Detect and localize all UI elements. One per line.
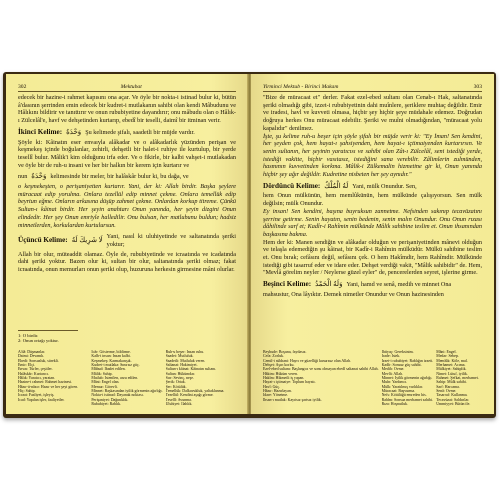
- glossary-entry: Hayat-ı içtimaiye: Toplum hayatı.: [263, 380, 316, 385]
- glossary-entry: Envaı: Türler, çeşitler.: [18, 367, 53, 372]
- glossary-column: [436, 350, 482, 406]
- glossary-entry: Saltanat: Hakimiyet.: [165, 363, 198, 368]
- glossary-entry: Memlûk: Köle, mal.: [436, 358, 468, 363]
- glossary-entry: Kudret-i mutlaka: Sınırsız güç.: [91, 363, 140, 368]
- glossary-entry: Merhamet: Acıma.: [436, 363, 466, 368]
- glossary-entry: Medar: Sebep.: [436, 354, 459, 359]
- glossary-entry: Mevlâ: Allah.: [381, 371, 404, 376]
- glossary-entry: Saadetli: Mutluluk veren.: [165, 358, 206, 363]
- footnote: 1: O birdir.: [18, 333, 39, 338]
- glossary-entry: Rıza: Hoşnutluk.: [381, 402, 408, 407]
- kelime-label: İkinci Kelime:: [18, 127, 63, 136]
- glossary-entry: Rahmet: Şefkat, merhamet.: [436, 376, 479, 381]
- glossary-column: [166, 350, 236, 406]
- glossary-entry: Hâzır-ü-nâzır: Hazır ve her şeyi gören.: [18, 384, 79, 389]
- glossary-entry: Senâ: Övme.: [436, 389, 457, 394]
- glossary-entry: Mâbud: İbadet edilen.: [91, 367, 126, 372]
- glossary-entry: Minnet: Başkasından iyilik görmenin ağırlığı.: [91, 389, 163, 394]
- glossary-entry: Nimet: Lütuf, iyilik.: [436, 371, 468, 376]
- kelime-heading: [18, 129, 236, 137]
- right-page-body: [263, 94, 482, 299]
- glossary-entry: İhsan-ı mutlak: Kayıtsız şartsız iyilik.: [263, 397, 322, 402]
- glossary-entry: Havl: Güç.: [263, 384, 281, 389]
- paragraph: İşte, şu kelime ruh-u beşer için şöyle şifalı bir müjde verir ki: "Ey İman! Sen kendini, her şeyden çok, hem hayat-ı şahsiyenden, hem hayat-ı içtimaiyenden kurtarırsın. Ve senin sultanın, her şeyinin yaratıcısı ve sahibi olan Zât-ı Zülcelâl, seni istediği yerde, istediği vakitte, hiçbir vasıtasız, istediğini sana verebilir. Zâlimlerin zulmünden, hasmının kuvvetinden korkma. Mâlik-i Zülkemalin hizmetine gir ki, Onun yanında hiçbir şey ağır değildir. Kudretine nisbeten her şey aynıdır.": [263, 132, 482, 179]
- paragraph: mahsustur, Ona lâyıktır. Demek nimetler Onundur ve Onun hazinesinden: [263, 290, 444, 298]
- glossary: [18, 350, 236, 406]
- glossary-column: [382, 350, 434, 406]
- kelime-label: Üçüncü Kelime:: [18, 236, 68, 245]
- glossary-entry: İcâr: Gösterme, bildirme.: [91, 350, 131, 354]
- glossary-entry: Tasarruf: Kullanma.: [436, 393, 468, 398]
- glossary-entry: Ruh-u beşer: İnsan ruhu.: [165, 350, 205, 354]
- line-tail: kelimesinde bir meler, bir halâskâr bulur ki, bu dağa, ve: [50, 173, 189, 181]
- paragraph: Şöyle ki: Kâinatın eser envaıyla alâkadar ve o alâkadarlık yüzünden perişan ve keşmekeş içinde boğulanlar, zehirli, dehşetli bir halet-i ruhiye ile kurtulup, bir yerde tesellî bulur. Mâlik'i kim olduğunu irfa eder. Ve o fikirle, bir kalbi vahşet-i mutlakadan ve öyle bir de ruh-u insani ve her bir halkın bir kerem için kurtarır ve: [18, 138, 236, 169]
- glossary-entry: Cemil-i sübhani: Hayrı ve güzelliği kusursuz olan Allah.: [263, 358, 351, 363]
- glossary-entry: Daimi: Devamlı.: [18, 354, 45, 359]
- glossary-entry: Tesellî: Avunma.: [165, 397, 192, 402]
- glossary-entry: Minnet: İyilik görmenin ağırlığı.: [381, 376, 433, 381]
- glossary-entry: Sırr: Sevinç, neşe.: [165, 376, 194, 381]
- glossary-entry: Mâlik: Sahip.: [91, 371, 113, 376]
- glossary-entry: Nefs: Kötülüğü emreden his.: [381, 393, 427, 398]
- glossary-entry: Sarf: Harcama.: [436, 384, 460, 389]
- glossary-entry: Kadîr: Sonsuz güç sahibi.: [381, 363, 422, 368]
- glossary-entry: İrade: İstek.: [381, 354, 401, 359]
- page-number: 303: [473, 84, 482, 90]
- glossary-entry: İcad: Yapılan işler, faaliyetler.: [18, 397, 65, 402]
- left-page-header: [18, 80, 236, 92]
- glossary-column: [18, 350, 88, 406]
- glossary-entry: Mülk: Yaratılmış varlıklar.: [381, 384, 423, 389]
- glossary-entry: Uluhiyet: İlahlık.: [165, 402, 193, 407]
- glossary-entry: İhtiyaç: Gereksinim.: [381, 350, 414, 354]
- glossary-entry: Mâni: Engel olan.: [91, 380, 120, 385]
- glossary-entry: Mâni: Engel.: [436, 350, 457, 354]
- paragraph: "Bize de müracaat et" derler. Fakat ezel-ebed sultanı olan Cenab-ı Hak, saltanatında şeriki olmadığı gibi, izzet-i rububiyetinin dahi muînlere, şeriklere muhtaç değildir. Emir ve iradesi, havl ve kuvveti olmasa, hiçbir şey hiçbir şeye müdahale edemez. Doğrudan doğruya herkes Onu müracaat edebilir. Şeriki ve muîni olmadığından, "müracaat yolu kapalıdır" denilmez.: [263, 94, 482, 132]
- glossary-entry: Tezellül: Kendini aşağı görme.: [165, 393, 214, 398]
- glossary-entry: Sultan: Hükümdar.: [165, 371, 196, 376]
- glossary-entry: İzzet-i rububiyet: Rablığın izzeti.: [381, 358, 434, 363]
- kelime-label: Dördüncü Kelime:: [263, 181, 321, 190]
- arabic-phrase: لَهُ الْمُلْكُ: [324, 181, 349, 190]
- arabic-phrase: لَا شَرِيكَ لَهُ: [71, 236, 103, 245]
- left-page: [6, 74, 248, 414]
- glossary-entry: Perişaniyet: Dağınıklık.: [91, 397, 129, 402]
- glossary-entry: Beyhude: Boşuna, faydasız.: [263, 350, 307, 354]
- glossary-entry: Muîn: Yardımcı.: [381, 380, 408, 385]
- footnotes: [18, 330, 236, 344]
- glossary-entry: Hiç: Sahip.: [18, 389, 36, 394]
- kelime-label: Beşinci Kelime:: [263, 280, 312, 289]
- right-page: [251, 74, 494, 414]
- glossary-entry: İdare: Yönetme.: [263, 393, 289, 398]
- glossary-entry: Şerik: Ortak.: [165, 380, 186, 385]
- glossary-entry: Sahip: Mülk sahibi.: [436, 380, 467, 385]
- glossary-entry: Halâskâr: Kurtarıcı.: [18, 371, 49, 376]
- footnote: 2: Onun ortağı yoktur.: [18, 338, 59, 344]
- glossary-entry: Saadet: Mutluluk.: [165, 354, 194, 359]
- line-lead: nun: [18, 173, 28, 181]
- glossary-entry: Ebedi: Sonsuzluk, sürekli.: [18, 358, 59, 363]
- page-number: 302: [18, 84, 27, 90]
- glossary-entry: Ümmiyyet: Bütün ile.: [436, 402, 471, 407]
- right-page-header: [263, 80, 482, 92]
- glossary-entry: Hâlık: Yaratıcı, yaratan.: [18, 376, 56, 381]
- kelime-text: Şu kelimede şifalı, saadetli bir müjde vardır.: [85, 128, 195, 136]
- glossary-entry: Cefa: Zorluk.: [263, 354, 284, 359]
- arabic-phrase: وَلَهُ الْحَمْدُ: [315, 280, 343, 289]
- glossary-entry: Medih: Övme.: [381, 367, 405, 372]
- paragraph: Ey insan! Sen kendini, başına buyruksun zannetme. Nefsinden sakınıp tecavüzatını şerrine getirme. Senin hayatın, senin bedenin, senin malın Onundur. Onu Onun rızası dâhilinde sarf et; Kadîr-i Rahîmin mülkünde Mâlik sahibine teslim et. Onun ihsanından başkasına bakma.: [263, 207, 482, 238]
- glossary-entry: Hazine-i rahmet: Rahmet hazinesi.: [18, 380, 73, 385]
- paragraph: Allah bir olur, müteaddit olamaz. Öyle de, rububiyetinde ve icraatında ve icadatında dahi şeriki yoktur. Bazen olur ki, sultan bir olur, saltanatında şeriki olmaz; fakat icraatında, onun memurları onun şeriki olup, huzuruna herkesin girmesine mâni olurlar.: [18, 250, 236, 274]
- glossary: [263, 350, 482, 406]
- glossary-entry: Kalb-i insan: İnsan kalbi.: [91, 354, 131, 359]
- glossary-entry: Sultan-ı kâinat: Kâinatın sultanı.: [165, 367, 217, 372]
- glossary-entry: Şer: Kötülük.: [165, 384, 187, 389]
- open-book: [3, 72, 496, 418]
- glossary-entry: Rububiyet: Rablık.: [91, 402, 122, 407]
- kelime-text: Yani, nasıl ki uluhiyetinde ve saltanatında şeriki yoktur;: [106, 233, 236, 248]
- running-title: Yirminci Mektub - Birinci Makam: [263, 84, 339, 90]
- glossary-entry: Hakîm: Hikmetli iş yapan.: [263, 376, 305, 381]
- glossary-entry: Nokta-i istinad: Dayanak noktası.: [91, 393, 144, 398]
- paragraph: hem Onun mülkünün, hem memlûkünün, hem mülkünde çalışıyorsun. Sen mülk değilsin; mülk Onundur.: [263, 192, 482, 208]
- paragraph: edecek bir hazine-i rahmet kapısını ona açar. Ve öyle bir nokta-i istinad bulur ki, bütün â'dasının şerrinden emin edecek bir kudret-i mutlakanın sahibi olan kendi Mâbudunu ve Hâlıkını bildirir ve tanıttırır ve onun rububiyetine dayandırır; onu mâbudu olan o Hâlık-ı Zülcelâl'e, havf ve dehşetinden kurtarıp, ebedî bir teselli, daimî bir itminan verir.: [18, 94, 236, 125]
- glossary-entry: A'dâ: Düşmanlar.: [18, 350, 46, 354]
- glossary-entry: Rahîm: Sonsuz merhamet sahibi.: [381, 397, 434, 402]
- glossary-entry: Hâkim: Hüküm veren.: [263, 371, 298, 376]
- left-page-body: [18, 94, 236, 274]
- footnote-rule: [18, 330, 78, 331]
- glossary-column: [91, 350, 162, 406]
- glossary-column: [263, 350, 379, 406]
- glossary-entry: Ezel-ebed sultanı: Başlangıcı ve sonu olmayan ebedî saltanat sahibi Allah.: [263, 367, 379, 372]
- arabic-phrase: وَحْدَهُ: [31, 172, 47, 181]
- kelime-text: Yani, hamd ve senâ, medih ve minnet Ona: [346, 281, 452, 289]
- kelime-heading: [18, 233, 236, 248]
- kelime-heading: [263, 281, 482, 289]
- inline-arabic-line: [18, 173, 236, 181]
- glossary-entry: Tecavüzat: Saldırılar.: [436, 397, 470, 402]
- glossary-entry: Emir: Elçi.: [18, 363, 36, 368]
- arabic-phrase: وَحْدَهُ: [66, 127, 82, 136]
- glossary-entry: Matlub: İstenilen, arzu edilen.: [91, 376, 139, 381]
- kelime-heading: [263, 183, 482, 191]
- glossary-entry: Hâzır: Hazırlayan.: [263, 389, 292, 394]
- glossary-entry: Müracaat: Başvurma.: [381, 389, 416, 394]
- glossary-entry: Keşmekeş: Karmakarışık.: [91, 358, 132, 363]
- paragraph: o keşmekeşten, o perişaniyetten kurtarır. Yani, der ki: Allah birdir. Başka şeylere müracaat edip yorulma. Onlara tezellül edip minnet çekme. Onlara temellük edip beyrtun eğme. Onların arkasına düşüp zahmet çekme. Onlardan korkup titreme. Çünkü Sultan-ı kâinat birdir. Her şeyin anahtarı Onun yanında, her şeyin dizgini Onun elindedir. Her şey Onun emriyle halledilir. Onu bulsan, her matlubunu buldun; hadsiz minnetlerden, korkulardan kurtulursun.: [18, 183, 236, 229]
- paragraph: Hem der ki: Manen sendiğin ve alâkadar olduğun ve perişaniyetinden mânevi olduğun ve telaşla edemediğin şu kâinat, bir Kadîr-i Rahîmin mülküdür. Mülkü sahibine teslim et. Onu bırak; cefâsını değil, sefâsını çek. O hem Hakîmdir, hem Rahîmdir. Mülkünde istediği gibi tasarruf eder ve idare eder. Dehşet verdiği vakit, "Mâlik sahibidir" de. Hem, "Mevlâ görelim neyler / Neylerse güzel eyler" de, pencerelerden seyret, işlerine girme.: [263, 238, 482, 277]
- kelime-text: Yani, mülk Onundur. Sen,: [352, 182, 417, 190]
- glossary-entry: Temellük: Dalkavukluk, yaltaklanma.: [165, 389, 225, 394]
- running-title: Mektubat: [120, 84, 142, 90]
- glossary-entry: Dehşet: Aşırı korku.: [263, 363, 295, 368]
- glossary-entry: İcraat: Faaliyet, işleyiş.: [18, 393, 55, 398]
- glossary-entry: Mülkiyet: Sahiplik.: [436, 367, 467, 372]
- glossary-entry: Memur: Görevli.: [91, 384, 118, 389]
